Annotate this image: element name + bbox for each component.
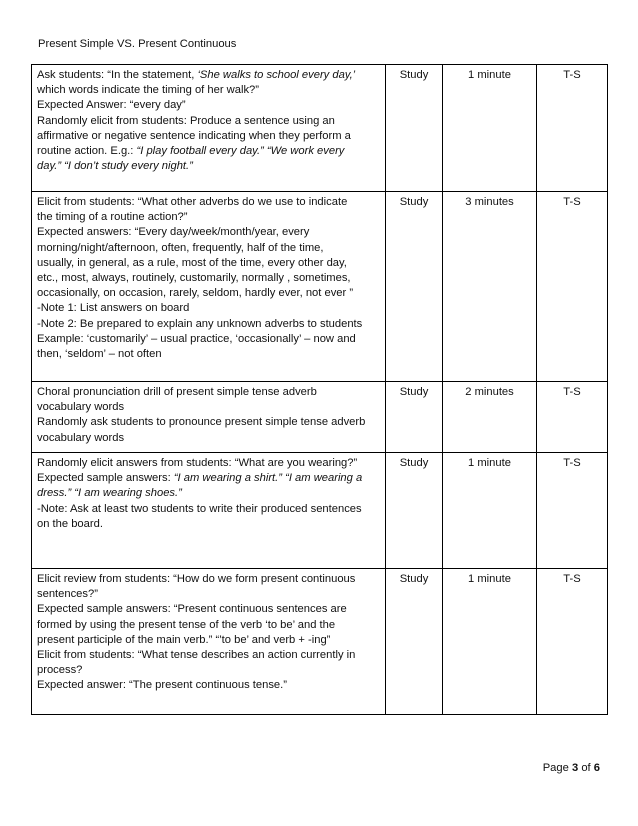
activity-text: etc., most, always, routinely, customarily, normally , sometimes, [37, 272, 351, 285]
activity-text: Choral pronunciation drill of present simple tense adverb [37, 386, 317, 398]
activity-text: then, ‘seldom’ – not often [37, 348, 162, 361]
activity-text: -Note 2: Be prepared to explain any unknown adverbs to students [37, 317, 363, 330]
interaction-cell: T-S [537, 569, 608, 715]
activity-text: Expected Answer: “every day” [37, 99, 186, 112]
activity-text: Elicit from students: “What other adverbs do we use to indicate [37, 196, 348, 208]
lesson-step-row [32, 192, 608, 382]
time-cell: 1 minute [443, 453, 537, 569]
activity-line [37, 400, 380, 415]
activity-line [37, 663, 380, 678]
interaction-cell: T-S [537, 192, 608, 382]
activity-cell [32, 453, 386, 569]
activity-text: vocabulary words [37, 431, 125, 444]
page-number [543, 762, 600, 774]
activity-example-text: dress.” “I am wearing shoes.” [37, 487, 182, 500]
activity-line [37, 83, 380, 98]
stage-cell: Study [386, 453, 443, 569]
activity-text: Expected sample answers: [37, 472, 174, 485]
activity-line [37, 144, 380, 159]
lesson-plan-table [31, 64, 608, 715]
activity-line [37, 415, 380, 430]
activity-text: Randomly elicit answers from students: “What are you wearing?” [37, 457, 358, 469]
activity-line [37, 98, 380, 113]
activity-text: present participle of the main verb.” “’to be’ and verb + -ing” [37, 633, 331, 646]
activity-text: routine action. E.g.: [37, 145, 137, 158]
activity-text: affirmative or negative sentence indicating when they perform a [37, 129, 351, 142]
activity-line [37, 195, 380, 210]
activity-line [37, 210, 380, 225]
activity-text: usually, in general, as a rule, most of the time, every other day, [37, 256, 347, 269]
activity-line [37, 114, 380, 129]
activity-example-text: day.” “I don’t study every night.” [37, 160, 193, 173]
activity-cell [32, 192, 386, 382]
activity-text: which words indicate the timing of her walk?” [37, 84, 259, 97]
interaction-cell: T-S [537, 65, 608, 192]
activity-line [37, 301, 380, 316]
activity-line [37, 602, 380, 617]
activity-line [37, 471, 380, 486]
time-cell: 1 minute [443, 569, 537, 715]
activity-example-text: “I am wearing a shirt.” “I am wearing a [173, 472, 363, 485]
activity-line [37, 68, 380, 83]
activity-line [37, 587, 380, 602]
stage-cell: Study [386, 65, 443, 192]
activity-line [37, 286, 380, 301]
activity-line [37, 486, 380, 501]
activity-text: Ask students: “In the statement, [37, 69, 198, 81]
activity-cell [32, 65, 386, 192]
lesson-step-row [32, 65, 608, 192]
time-cell: 1 minute [443, 65, 537, 192]
activity-text: Randomly ask students to pronounce present simple tense adverb [37, 416, 366, 429]
activity-text: -Note: Ask at least two students to write their produced sentences [37, 502, 362, 515]
activity-line [37, 633, 380, 648]
activity-text: formed by using the present tense of the verb ‘to be’ and the [37, 618, 336, 631]
interaction-cell: T-S [537, 382, 608, 453]
activity-line [37, 317, 380, 332]
activity-text: Expected sample answers: “Present continuous sentences are [37, 603, 347, 616]
interaction-cell: T-S [537, 453, 608, 569]
activity-line [37, 271, 380, 286]
activity-line [37, 159, 380, 174]
activity-line [37, 225, 380, 240]
activity-text: -Note 1: List answers on board [37, 302, 190, 315]
lesson-plan-body [32, 65, 608, 715]
activity-line [37, 648, 380, 663]
current-page-number: 3 [571, 762, 579, 774]
total-pages-number: 6 [593, 762, 600, 774]
activity-text: Example: ‘customarily’ – usual practice, ‘occasionally’ – now and [37, 332, 356, 345]
activity-line [37, 129, 380, 144]
activity-example-text: ‘She walks to school every day,’ [197, 69, 356, 81]
activity-text: Elicit review from students: “How do we form present continuous [37, 573, 356, 585]
activity-text: on the board. [37, 517, 103, 530]
activity-line [37, 256, 380, 271]
activity-line [37, 431, 380, 446]
time-cell: 3 minutes [443, 192, 537, 382]
stage-cell: Study [386, 192, 443, 382]
lesson-step-row [32, 382, 608, 453]
activity-cell [32, 569, 386, 715]
activity-text: sentences?” [37, 588, 98, 601]
activity-line [37, 517, 380, 532]
page-of-label: of [581, 762, 591, 774]
time-cell: 2 minutes [443, 382, 537, 453]
activity-cell [32, 382, 386, 453]
activity-line [37, 456, 380, 471]
activity-line [37, 502, 380, 517]
activity-text: Randomly elicit from students: Produce a sentence using an [37, 114, 335, 127]
activity-line [37, 572, 380, 587]
activity-text: occasionally, on occasion, rarely, seldom, hardly ever, not ever ” [37, 287, 354, 300]
activity-text: vocabulary words [37, 401, 125, 414]
stage-cell: Study [386, 569, 443, 715]
activity-example-text: “I play football every day.” “We work every [136, 145, 345, 158]
page-label: Page [542, 762, 569, 774]
lesson-step-row [32, 453, 608, 569]
activity-line [37, 618, 380, 633]
activity-line [37, 347, 380, 362]
stage-cell: Study [386, 382, 443, 453]
activity-text: process? [37, 664, 83, 677]
activity-text: the timing of a routine action?” [37, 211, 188, 224]
activity-line [37, 241, 380, 256]
activity-text: Expected answers: “Every day/week/month/year, every [37, 226, 310, 239]
activity-line [37, 385, 380, 400]
lesson-step-row [32, 569, 608, 715]
activity-line [37, 332, 380, 347]
page-header-title: Present Simple VS. Present Continuous [38, 38, 237, 50]
activity-text: morning/night/afternoon, often, frequently, half of the time, [37, 241, 324, 254]
activity-line [37, 678, 380, 693]
activity-text: Expected answer: “The present continuous tense.” [37, 679, 287, 692]
activity-text: Elicit from students: “What tense describes an action currently in [37, 649, 356, 662]
